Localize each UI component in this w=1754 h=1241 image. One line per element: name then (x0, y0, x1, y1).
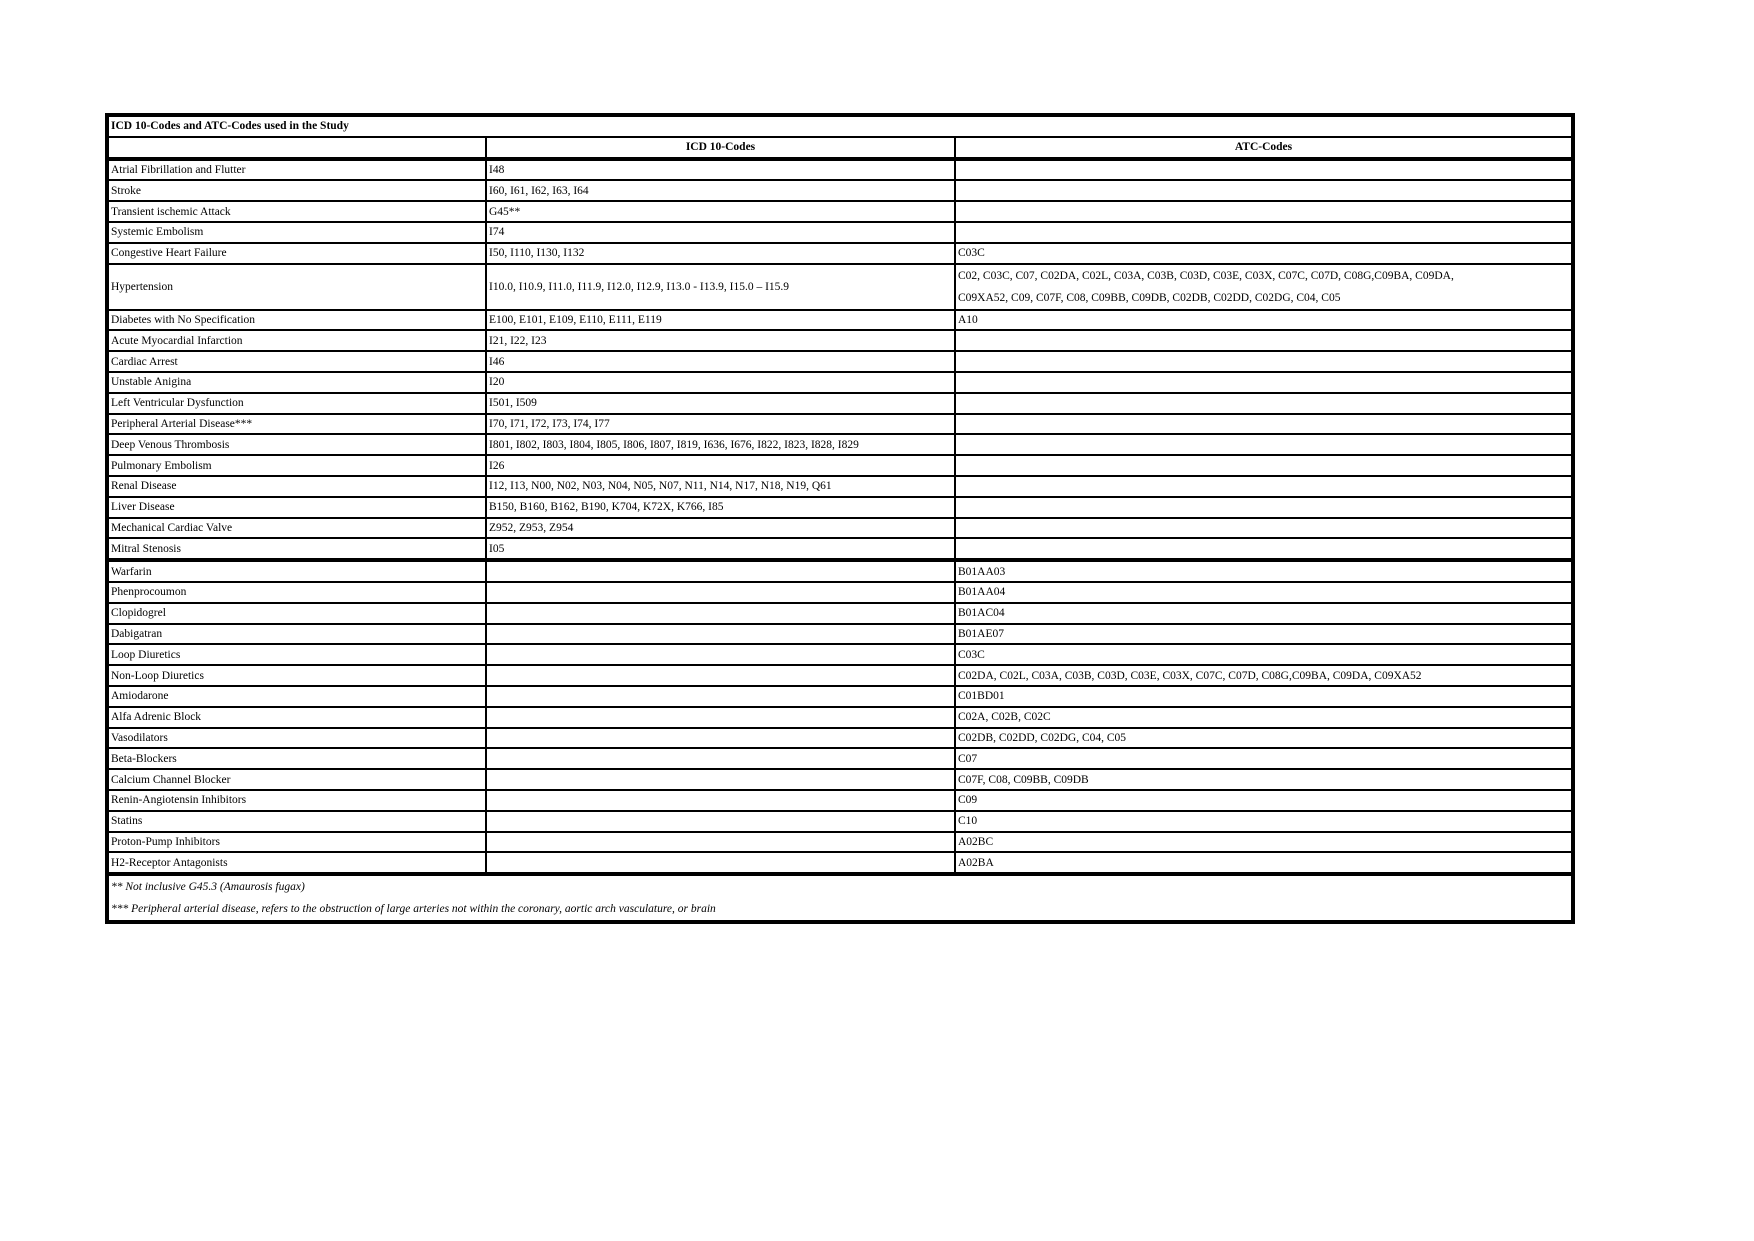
icd-codes: I70, I71, I72, I73, I74, I77 (486, 414, 955, 435)
table-row (109, 497, 1571, 518)
atc-codes (955, 497, 1571, 518)
icd-codes (486, 769, 955, 790)
atc-codes (955, 393, 1571, 414)
drug-name: Renin-Angiotensin Inhibitors (109, 790, 486, 811)
drug-name: H2-Receptor Antagonists (109, 852, 486, 874)
icd-codes (486, 852, 955, 874)
condition-name: Stroke (109, 180, 486, 201)
condition-name: Cardiac Arrest (109, 351, 486, 372)
drug-name: Amiodarone (109, 686, 486, 707)
table-row (109, 393, 1571, 414)
table-row (109, 476, 1571, 497)
condition-name: Acute Myocardial Infarction (109, 330, 486, 351)
icd-codes: I20 (486, 372, 955, 393)
atc-codes: C10 (955, 811, 1571, 832)
table-row (109, 811, 1571, 832)
table-row (109, 310, 1571, 331)
icd-codes (486, 811, 955, 832)
condition-name: Congestive Heart Failure (109, 243, 486, 264)
condition-name: Transient ischemic Attack (109, 201, 486, 222)
atc-codes (955, 222, 1571, 243)
atc-codes (955, 201, 1571, 222)
table-row (109, 832, 1571, 853)
atc-codes (955, 476, 1571, 497)
footnote-row (109, 898, 1571, 920)
drug-name: Calcium Channel Blocker (109, 769, 486, 790)
table-title-row (109, 117, 1571, 137)
atc-codes (955, 372, 1571, 393)
icd-codes: I10.0, I10.9, I11.0, I11.9, I12.0, I12.9, I13.0 - I13.9, I15.0 – I15.9 (486, 264, 955, 310)
icd-codes (486, 728, 955, 749)
condition-name: Diabetes with No Specification (109, 310, 486, 331)
condition-name: Unstable Anigina (109, 372, 486, 393)
atc-codes: C07F, C08, C09BB, C09DB (955, 769, 1571, 790)
table-row (109, 748, 1571, 769)
table-row (109, 852, 1571, 874)
atc-codes: A02BC (955, 832, 1571, 853)
icd-codes (486, 560, 955, 582)
table-row (109, 414, 1571, 435)
drug-name: Clopidogrel (109, 603, 486, 624)
table-row (109, 372, 1571, 393)
icd-codes: I26 (486, 455, 955, 476)
icd-codes (486, 686, 955, 707)
atc-codes-line: C09XA52, C09, C07F, C08, C09BB, C09DB, C02DB, C02DD, C02DG, C04, C05 (958, 291, 1341, 304)
column-header-icd: ICD 10-Codes (486, 137, 955, 159)
condition-name: Liver Disease (109, 497, 486, 518)
drug-name: Loop Diuretics (109, 644, 486, 665)
icd-codes (486, 644, 955, 665)
condition-name: Atrial Fibrillation and Flutter (109, 159, 486, 181)
table-row (109, 707, 1571, 728)
icd-codes: Z952, Z953, Z954 (486, 518, 955, 539)
condition-name: Deep Venous Thrombosis (109, 434, 486, 455)
icd-codes: I05 (486, 538, 955, 560)
condition-name: Hypertension (109, 264, 486, 310)
atc-codes (955, 518, 1571, 539)
table-row (109, 455, 1571, 476)
table-row (109, 644, 1571, 665)
table-row (109, 728, 1571, 749)
atc-codes: C01BD01 (955, 686, 1571, 707)
atc-codes: B01AA04 (955, 582, 1571, 603)
atc-codes: B01AA03 (955, 560, 1571, 582)
table-row (109, 351, 1571, 372)
column-header-row (109, 137, 1571, 159)
table-row (109, 603, 1571, 624)
condition-name: Mitral Stenosis (109, 538, 486, 560)
codes-table-frame (105, 113, 1575, 924)
table-row (109, 243, 1571, 264)
table-row (109, 201, 1571, 222)
icd-codes (486, 832, 955, 853)
column-header-atc: ATC-Codes (955, 137, 1571, 159)
icd-codes: I60, I61, I62, I63, I64 (486, 180, 955, 201)
table-row (109, 518, 1571, 539)
column-header-name (109, 137, 486, 159)
atc-codes: A10 (955, 310, 1571, 331)
icd-codes (486, 707, 955, 728)
drug-name: Dabigatran (109, 624, 486, 645)
drug-name: Beta-Blockers (109, 748, 486, 769)
table-row (109, 159, 1571, 181)
table-row (109, 560, 1571, 582)
icd-codes: I501, I509 (486, 393, 955, 414)
atc-codes: B01AC04 (955, 603, 1571, 624)
table-row (109, 538, 1571, 560)
atc-codes: C02DB, C02DD, C02DG, C04, C05 (955, 728, 1571, 749)
atc-codes: A02BA (955, 852, 1571, 874)
condition-name: Left Ventricular Dysfunction (109, 393, 486, 414)
table-row (109, 434, 1571, 455)
table-row (109, 222, 1571, 243)
drug-name: Warfarin (109, 560, 486, 582)
icd-codes (486, 790, 955, 811)
icd-codes: E100, E101, E109, E110, E111, E119 (486, 310, 955, 331)
atc-codes: B01AE07 (955, 624, 1571, 645)
drug-name: Phenprocoumon (109, 582, 486, 603)
drug-name: Alfa Adrenic Block (109, 707, 486, 728)
icd-codes (486, 603, 955, 624)
codes-table (109, 117, 1571, 920)
icd-codes: I801, I802, I803, I804, I805, I806, I807, I819, I636, I676, I822, I823, I828, I829 (486, 434, 955, 455)
footnote-row (109, 874, 1571, 898)
condition-name: Renal Disease (109, 476, 486, 497)
atc-codes: C09 (955, 790, 1571, 811)
footnote-tia: ** Not inclusive G45.3 (Amaurosis fugax) (109, 874, 1571, 898)
atc-codes: C07 (955, 748, 1571, 769)
condition-name: Systemic Embolism (109, 222, 486, 243)
icd-codes (486, 748, 955, 769)
icd-codes: B150, B160, B162, B190, K704, K72X, K766, I85 (486, 497, 955, 518)
drug-name: Statins (109, 811, 486, 832)
table-row (109, 180, 1571, 201)
atc-codes (955, 414, 1571, 435)
atc-codes (955, 538, 1571, 560)
atc-codes: C03C (955, 243, 1571, 264)
atc-codes: C03C (955, 644, 1571, 665)
icd-codes (486, 624, 955, 645)
footnote-pad: *** Peripheral arterial disease, refers to the obstruction of large arteries not within the coronary, aortic arch vasculature, or brain (111, 903, 716, 916)
icd-codes (486, 665, 955, 686)
atc-codes (955, 330, 1571, 351)
atc-codes (955, 455, 1571, 476)
table-title: ICD 10-Codes and ATC-Codes used in the Study (109, 117, 1571, 137)
drug-name: Non-Loop Diuretics (109, 665, 486, 686)
icd-codes: I21, I22, I23 (486, 330, 955, 351)
condition-name: Mechanical Cardiac Valve (109, 518, 486, 539)
atc-codes: C02A, C02B, C02C (955, 707, 1571, 728)
table-row (109, 264, 1571, 310)
table-row (109, 330, 1571, 351)
atc-codes (955, 434, 1571, 455)
condition-name: Peripheral Arterial Disease*** (109, 414, 486, 435)
table-row (109, 790, 1571, 811)
icd-codes: G45** (486, 201, 955, 222)
drug-name: Vasodilators (109, 728, 486, 749)
table-row (109, 686, 1571, 707)
atc-codes (955, 180, 1571, 201)
table-row (109, 769, 1571, 790)
atc-codes (955, 351, 1571, 372)
icd-codes: I48 (486, 159, 955, 181)
table-row (109, 665, 1571, 686)
icd-codes (486, 582, 955, 603)
drug-name: Proton-Pump Inhibitors (109, 832, 486, 853)
icd-codes: I74 (486, 222, 955, 243)
condition-name: Pulmonary Embolism (109, 455, 486, 476)
table-row (109, 582, 1571, 603)
atc-codes-line: C02, C03C, C07, C02DA, C02L, C03A, C03B, C03D, C03E, C03X, C07C, C07D, C08G,C09BA, C09DA, (958, 269, 1454, 282)
table-row (109, 624, 1571, 645)
icd-codes: I46 (486, 351, 955, 372)
icd-codes: I12, I13, N00, N02, N03, N04, N05, N07, N11, N14, N17, N18, N19, Q61 (486, 476, 955, 497)
atc-codes (955, 159, 1571, 181)
atc-codes (955, 264, 1571, 310)
atc-codes: C02DA, C02L, C03A, C03B, C03D, C03E, C03X, C07C, C07D, C08G,C09BA, C09DA, C09XA52 (955, 665, 1571, 686)
icd-codes: I50, I110, I130, I132 (486, 243, 955, 264)
